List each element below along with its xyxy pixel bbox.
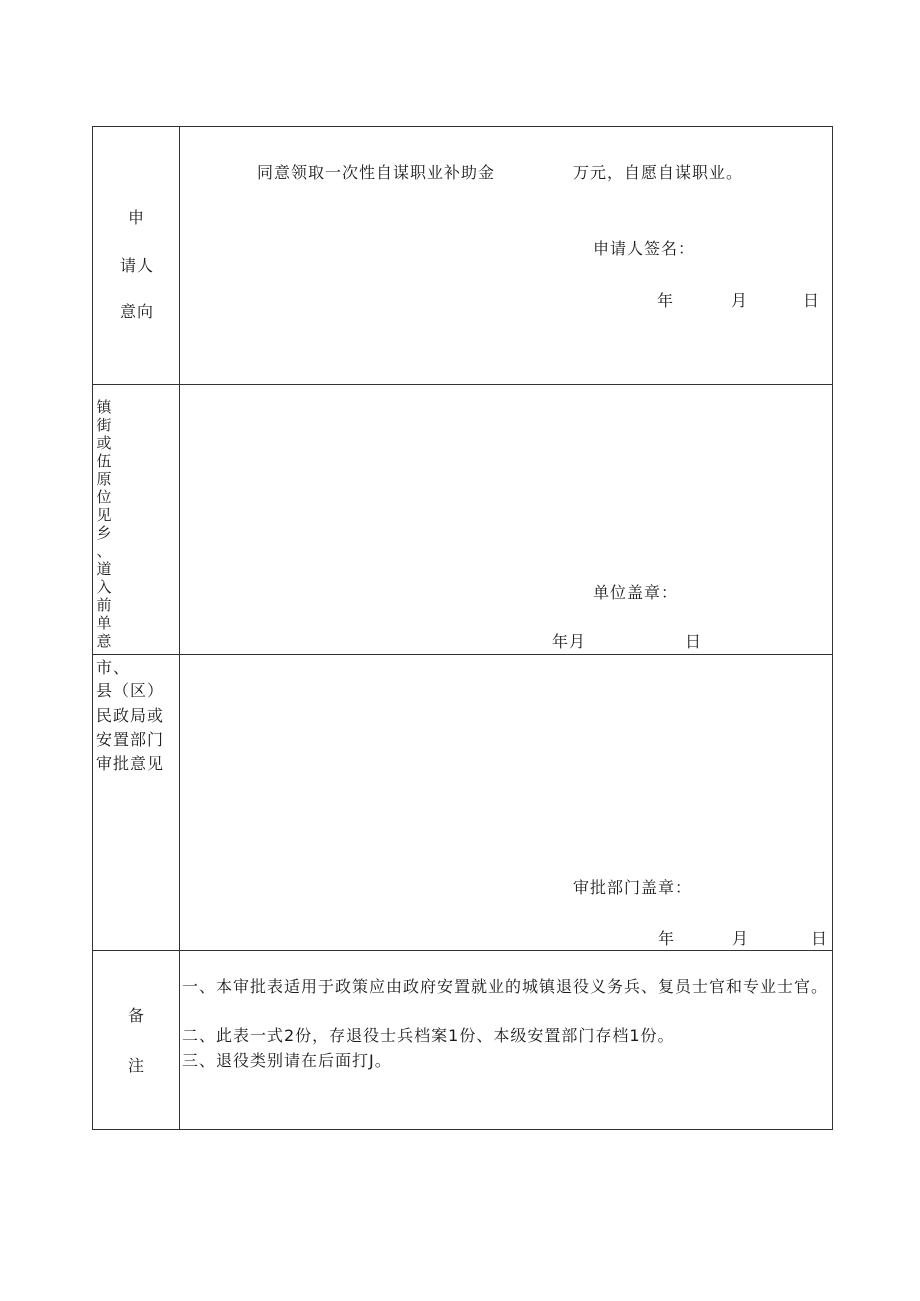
town-label-char: 道 — [96, 560, 112, 578]
subsidy-amount-blank[interactable] — [520, 163, 572, 183]
town-label-char: 、 — [96, 542, 112, 560]
applicant-label-line-1: 申 — [128, 208, 146, 227]
applicant-date-month: 月 — [731, 291, 749, 310]
town-unit-opinion-label — [95, 398, 113, 650]
bureau-label-line-3: 民政局或 — [96, 706, 165, 725]
town-label-char: 单 — [96, 614, 112, 632]
notes-label-char-1: 备 — [128, 1006, 146, 1025]
bureau-label-line-1: 市、 — [96, 658, 131, 677]
town-label-char: 镇 — [96, 398, 112, 416]
town-label-char: 意 — [96, 632, 112, 650]
town-label-char: 位 — [96, 488, 112, 506]
applicant-date-year: 年 — [657, 291, 675, 310]
table-border-top — [92, 126, 833, 127]
approval-date-month: 月 — [732, 929, 750, 948]
row-divider — [92, 950, 833, 951]
approval-form-table — [92, 126, 833, 1130]
table-border-left — [92, 126, 93, 1130]
town-label-char: 原 — [96, 470, 112, 488]
note-item-1: 一、本审批表适用于政策应由政府安置就业的城镇退役义务兵、复员士官和专业士官。 — [182, 977, 829, 996]
unit-date-day: 日 — [685, 632, 703, 651]
town-label-char: 入 — [96, 578, 112, 596]
table-border-right — [832, 126, 833, 1130]
note-item-2: 二、此表一式2份，存退役士兵档案1份、本级安置部门存档1份。 — [182, 1026, 675, 1045]
town-label-char: 或 — [96, 434, 112, 452]
town-label-char: 街 — [96, 416, 112, 434]
table-border-bottom — [92, 1129, 833, 1130]
unit-seal-label: 单位盖章： — [593, 583, 679, 602]
approval-date-year: 年 — [658, 929, 676, 948]
applicant-label-line-3: 意向 — [120, 302, 155, 321]
town-label-char: 乡 — [96, 524, 112, 542]
subsidy-statement-part2: 万元，自愿自谋职业。 — [573, 163, 744, 182]
bureau-label-line-4: 安置部门 — [96, 730, 165, 749]
bureau-label-line-5: 审批意见 — [96, 754, 165, 773]
bureau-label-line-2: 县（区） — [96, 681, 165, 700]
notes-label-char-2: 注 — [128, 1056, 146, 1075]
approval-seal-label: 审批部门盖章： — [573, 878, 693, 897]
unit-date-year-month: 年月 — [552, 632, 587, 651]
column-divider — [179, 126, 180, 1130]
row-divider — [92, 384, 833, 385]
approval-date-day: 日 — [811, 929, 829, 948]
row-divider — [92, 654, 833, 655]
applicant-date-day: 日 — [803, 291, 821, 310]
applicant-signature-label: 申请人签名： — [593, 239, 696, 258]
town-label-char: 伍 — [96, 452, 112, 470]
town-label-char: 见 — [96, 506, 112, 524]
subsidy-statement-part1: 同意领取一次性自谋职业补助金 — [257, 163, 496, 182]
town-label-char: 前 — [96, 596, 112, 614]
note-item-3: 三、退役类别请在后面打J。 — [182, 1051, 392, 1070]
applicant-label-line-2: 请人 — [120, 256, 155, 275]
